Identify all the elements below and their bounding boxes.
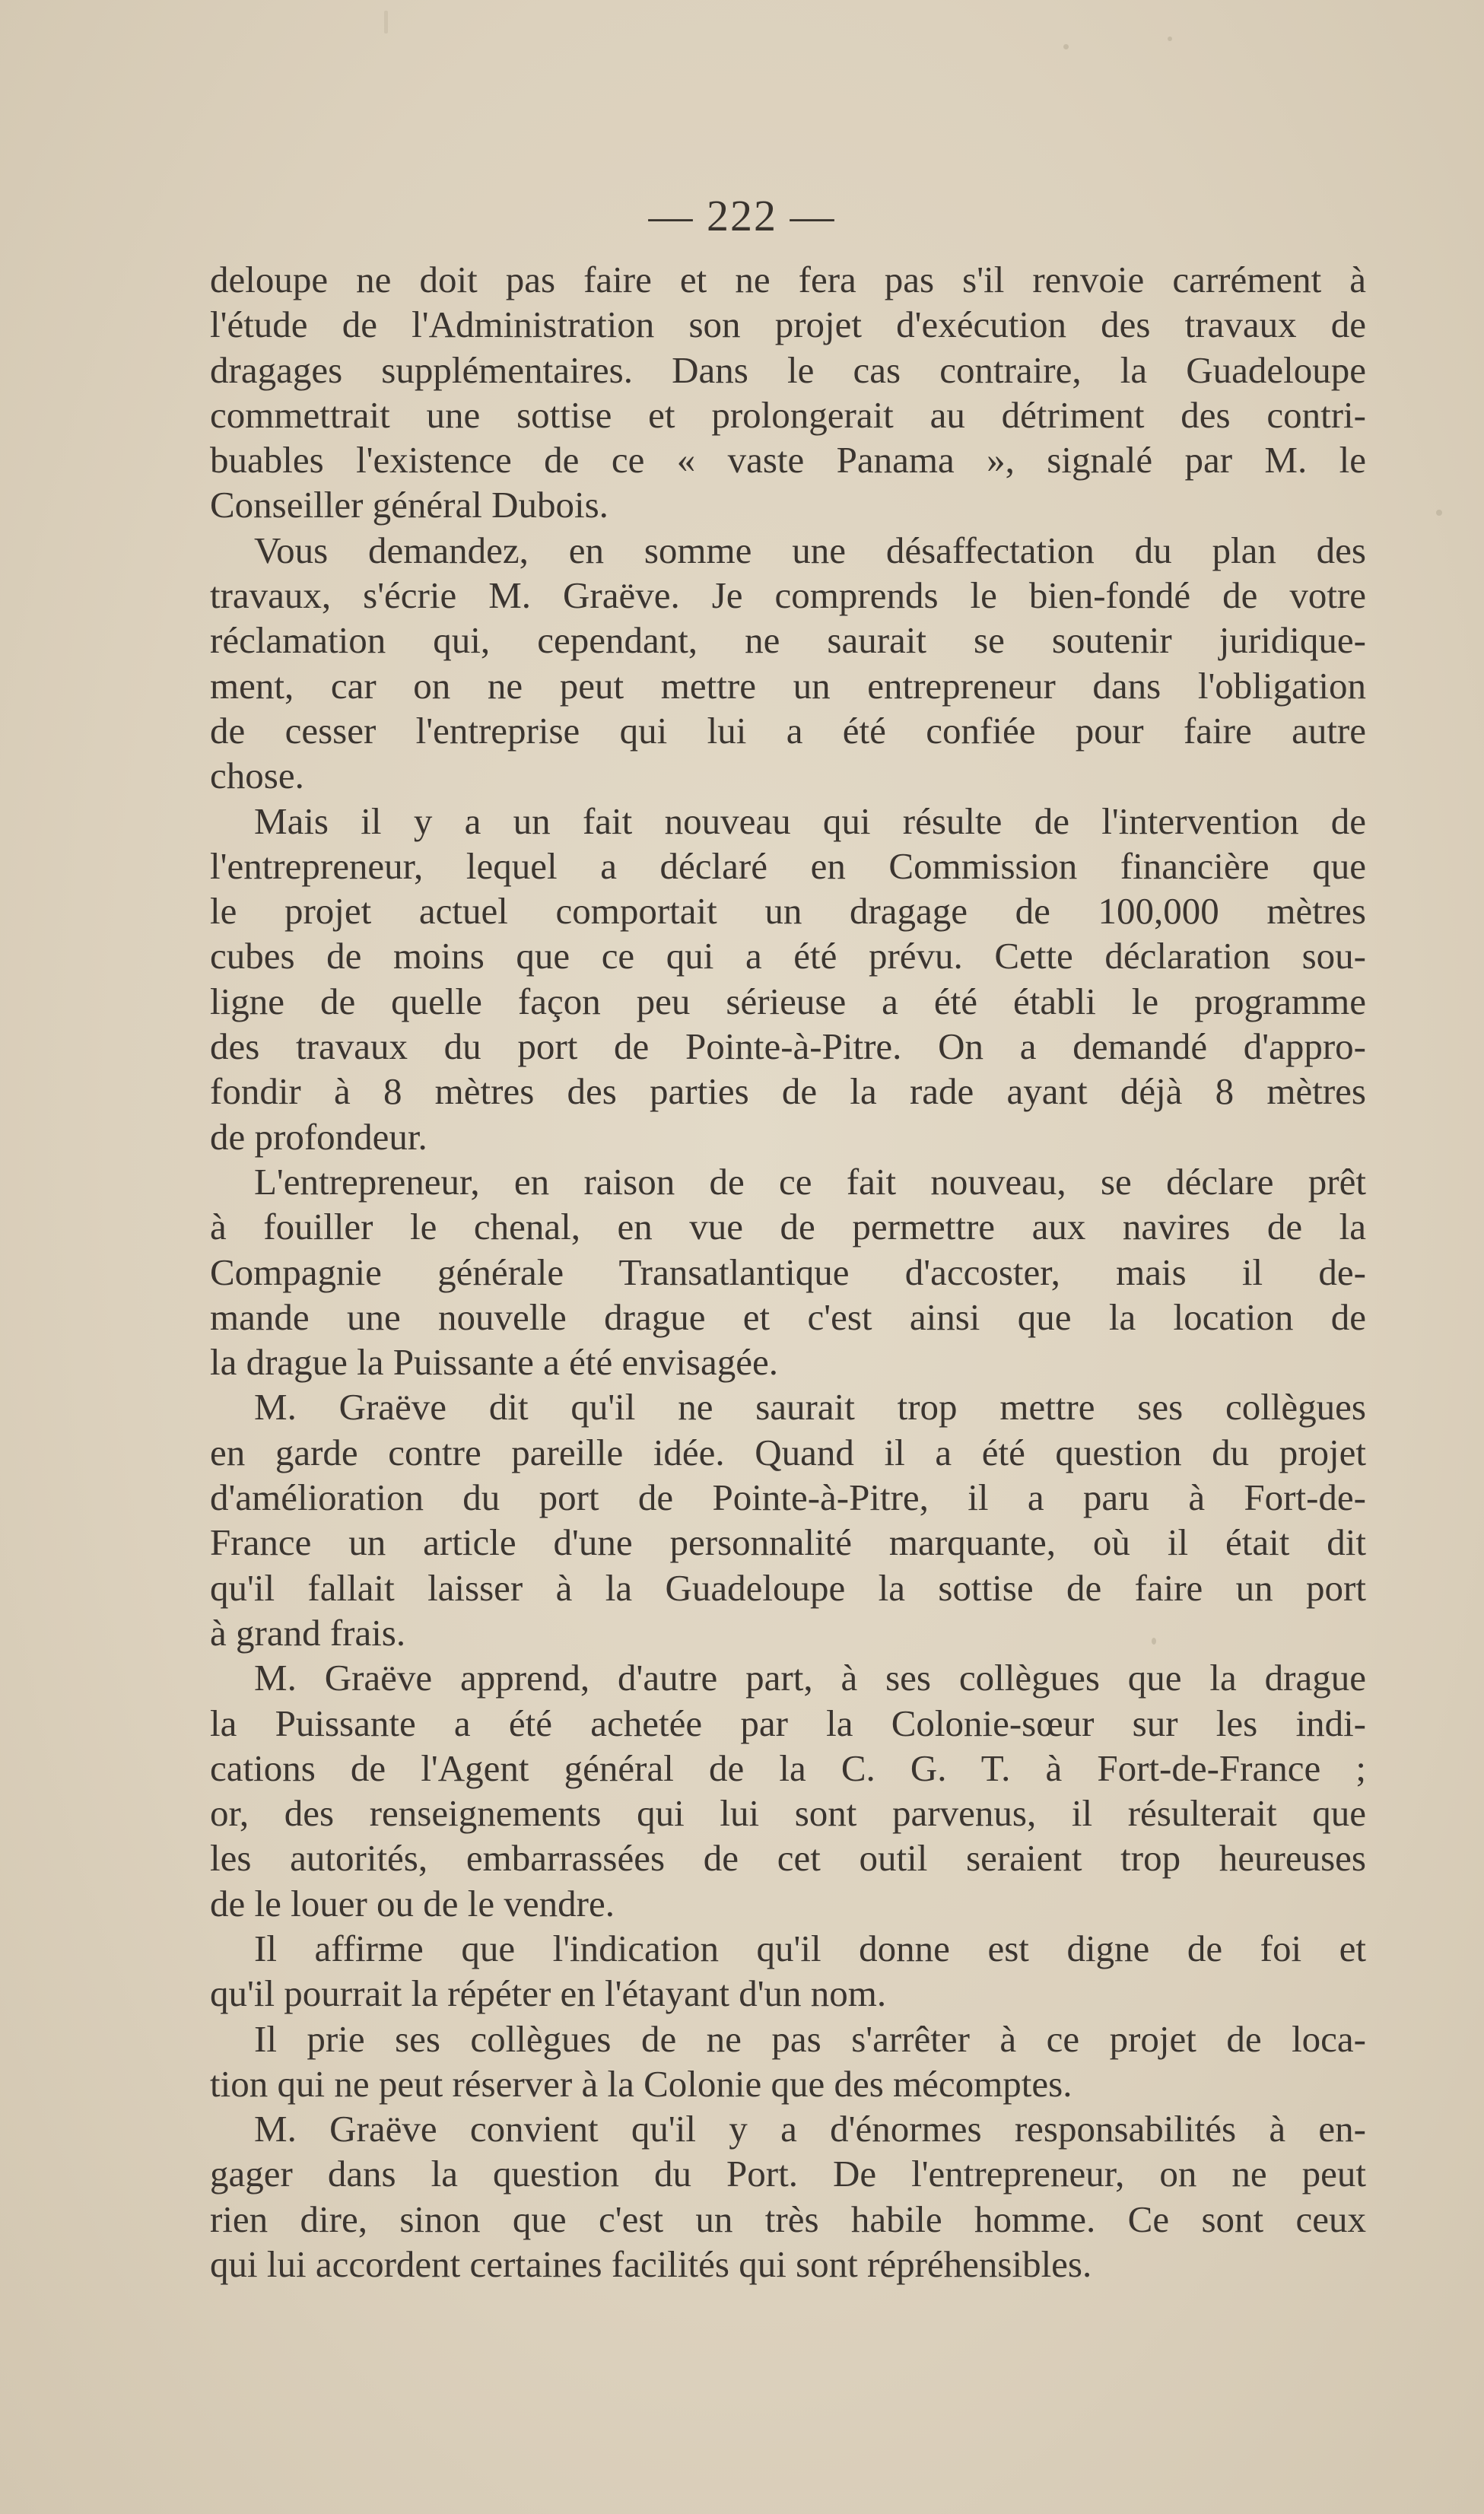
text-line: qu'il pourrait la répéter en l'étayant d'un nom. <box>210 1972 887 2015</box>
body-text <box>210 257 1366 2287</box>
text-line: l'étude de l'Administration son projet d'exécution des travaux de <box>210 304 1366 346</box>
text-line: deloupe ne doit pas faire et ne fera pas s'il renvoie carrément à <box>210 259 1366 300</box>
text-line: tion qui ne peut réserver à la Colonie que des mécomptes. <box>210 2062 1072 2105</box>
text-line: à grand frais. <box>210 1611 406 1654</box>
text-line: buables l'existence de ce « vaste Panama », signalé par M. le <box>210 439 1366 482</box>
text-line: à fouiller le chenal, en vue de permettre aux navires de la <box>210 1206 1366 1248</box>
text-line: qu'il fallait laisser à la Guadeloupe la sottise de faire un port <box>210 1566 1366 1609</box>
text-line: ment, car on ne peut mettre un entrepreneur dans l'obligation <box>210 664 1366 707</box>
text-line: ligne de quelle façon peu sérieuse a été établi le programme <box>210 980 1366 1022</box>
text-line: Vous demandez, en somme une désaffectation du plan des <box>254 529 1366 571</box>
text-line: Mais il y a un fait nouveau qui résulte de l'intervention de <box>254 799 1366 842</box>
paper-speck <box>1063 44 1069 49</box>
page-number: — 222 — <box>648 191 836 240</box>
text-line: Compagnie générale Transatlantique d'accoster, mais il de- <box>210 1251 1366 1293</box>
text-line: de cesser l'entreprise qui lui a été confiée pour faire autre <box>210 709 1366 752</box>
text-line: commettrait une sottise et prolongerait au détriment des contri- <box>210 393 1366 436</box>
text-line: en garde contre pareille idée. Quand il a été question du projet <box>210 1431 1366 1473</box>
text-line: qui lui accordent certaines facilités qui sont répréhensibles. <box>210 2243 1092 2286</box>
paper-speck <box>1168 37 1172 41</box>
paper-speck <box>384 11 388 33</box>
paper-speck <box>1436 510 1442 516</box>
text-line: d'amélioration du port de Pointe-à-Pitre, il a paru à Fort-de- <box>210 1476 1366 1519</box>
text-line: l'entrepreneur, lequel a déclaré en Commission financière que <box>210 844 1366 887</box>
text-line: des travaux du port de Pointe-à-Pitre. On a demandé d'appro- <box>210 1025 1366 1068</box>
text-line: rien dire, sinon que c'est un très habile homme. Ce sont ceux <box>210 2198 1366 2240</box>
text-line: Il prie ses collègues de ne pas s'arrêter à ce projet de loca- <box>254 2017 1366 2060</box>
text-line: de le louer ou de le vendre. <box>210 1882 615 1924</box>
text-line: France un article d'une personnalité marquante, où il était dit <box>210 1521 1366 1564</box>
text-line: cations de l'Agent général de la C. G. T. à Fort-de-France ; <box>210 1746 1366 1789</box>
text-line: la Puissante a été achetée par la Colonie-sœur sur les indi- <box>210 1702 1366 1744</box>
text-line: la drague la Puissante a été envisagée. <box>210 1341 778 1384</box>
text-line: mande une nouvelle drague et c'est ainsi que la location de <box>210 1295 1366 1338</box>
text-line: or, des renseignements qui lui sont parvenus, il résulterait que <box>210 1792 1366 1835</box>
text-line: les autorités, embarrassées de cet outil seraient trop heureuses <box>210 1837 1366 1880</box>
text-line: gager dans la question du Port. De l'entrepreneur, on ne peut <box>210 2153 1366 2195</box>
text-line: Il affirme que l'indication qu'il donne est digne de foi et <box>254 1927 1366 1969</box>
text-line: le projet actuel comportait un dragage de 100,000 mètres <box>210 890 1366 933</box>
text-line: M. Graëve convient qu'il y a d'énormes responsabilités à en- <box>254 2108 1366 2150</box>
text-line: chose. <box>210 755 304 797</box>
text-line: Conseiller général Dubois. <box>210 484 609 526</box>
text-line: réclamation qui, cependant, ne saurait se soutenir juridique- <box>210 619 1366 662</box>
text-line: de profondeur. <box>210 1115 427 1158</box>
text-line: fondir à 8 mètres des parties de la rade ayant déjà 8 mètres <box>210 1070 1366 1113</box>
text-line: M. Graëve dit qu'il ne saurait trop mettre ses collègues <box>254 1386 1366 1429</box>
text-line: L'entrepreneur, en raison de ce fait nouveau, se déclare prêt <box>254 1160 1366 1203</box>
text-line: travaux, s'écrie M. Graëve. Je comprends le bien-fondé de votre <box>210 574 1366 617</box>
text-line: M. Graëve apprend, d'autre part, à ses collègues que la drague <box>254 1657 1366 1699</box>
text-line: dragages supplémentaires. Dans le cas contraire, la Guadeloupe <box>210 348 1366 391</box>
text-line: cubes de moins que ce qui a été prévu. Cette déclaration sou- <box>210 935 1366 977</box>
